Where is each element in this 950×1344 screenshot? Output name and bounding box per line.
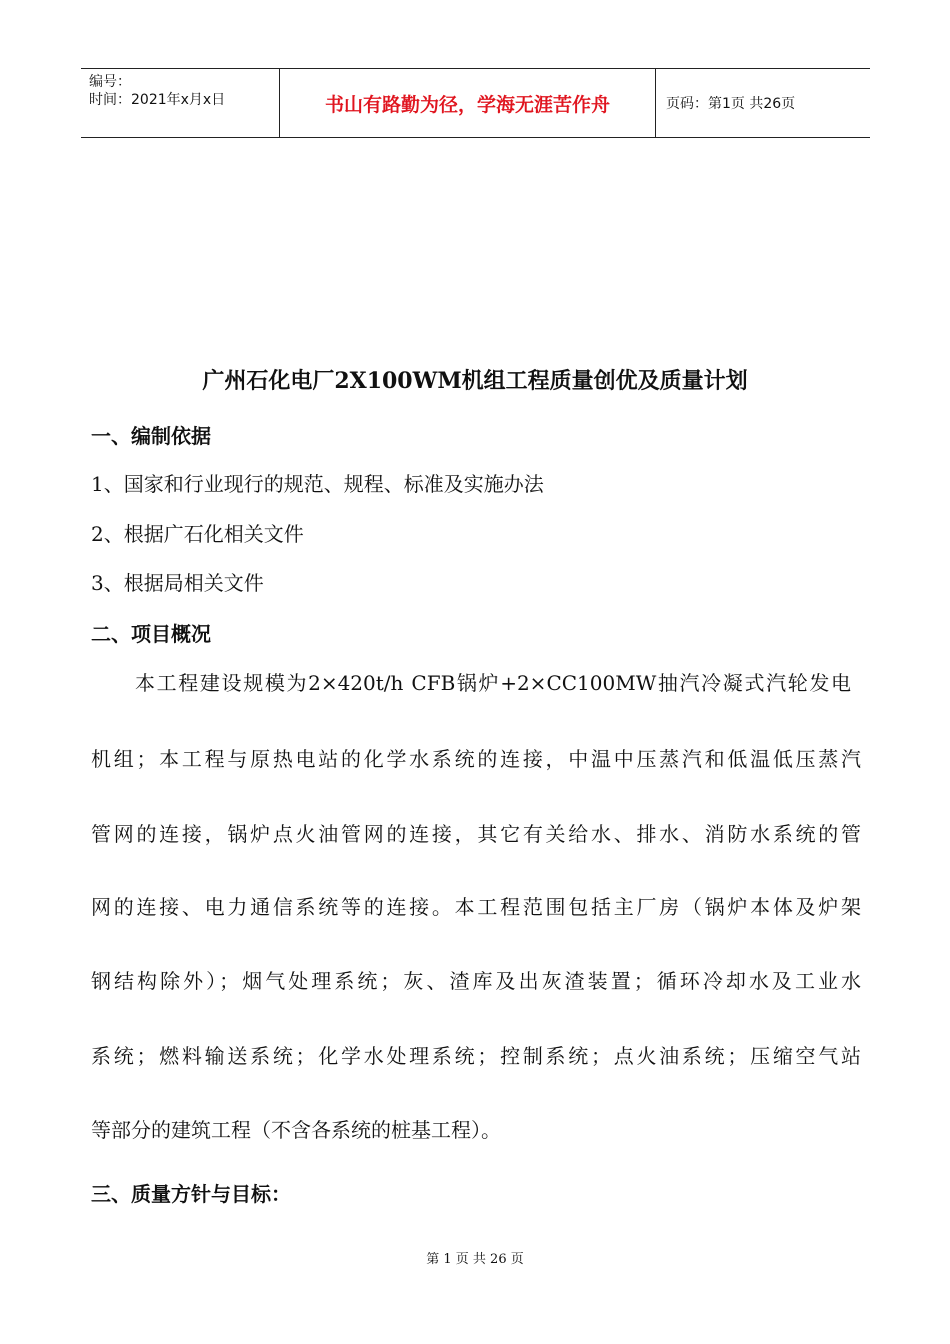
overview-line: 本工程建设规模为2×420t/h CFB锅炉+2×CC100MW抽汽冷凝式汽轮发电 [135, 671, 851, 695]
header-table [81, 68, 870, 138]
time-label: 时间：2021年x月x日 [89, 92, 226, 108]
number-label: 编号： [89, 74, 131, 90]
overview-line: 系统；燃料输送系统；化学水处理系统；控制系统；点火油系统；压缩空气站 [91, 1044, 861, 1068]
header-meta [81, 69, 280, 137]
overview-line: 钢结构除外）；烟气处理系统；灰、渣库及出灰渣装置；循环冷却水及工业水 [91, 969, 861, 993]
overview-line: 网的连接、电力通信系统等的连接。本工程范围包括主厂房（锅炉本体及炉架 [91, 895, 861, 919]
header-motto: 书山有路勤为径，学海无涯苦作舟 [280, 69, 656, 137]
basis-item-2: 2、根据广石化相关文件 [91, 522, 304, 546]
page-footer: 第 1 页 共 26 页 [426, 1252, 524, 1267]
overview-line: 管网的连接，锅炉点火油管网的连接，其它有关给水、排水、消防水系统的管 [91, 822, 861, 846]
header-page-info: 页码：第1页 共26页 [666, 96, 796, 112]
section-heading-basis: 一、编制依据 [91, 424, 211, 448]
basis-item-1: 1、国家和行业现行的规范、规程、标准及实施办法 [91, 472, 544, 496]
section-heading-overview: 二、项目概况 [91, 622, 211, 646]
document-title: 广州石化电厂2X100WM机组工程质量创优及质量计划 [202, 368, 748, 394]
overview-line: 等部分的建筑工程（不含各系统的桩基工程）。 [91, 1118, 501, 1142]
overview-line: 机组；本工程与原热电站的化学水系统的连接，中温中压蒸汽和低温低压蒸汽 [91, 747, 861, 771]
section-heading-quality-policy: 三、质量方针与目标： [91, 1182, 291, 1206]
basis-item-3: 3、根据局相关文件 [91, 571, 264, 595]
